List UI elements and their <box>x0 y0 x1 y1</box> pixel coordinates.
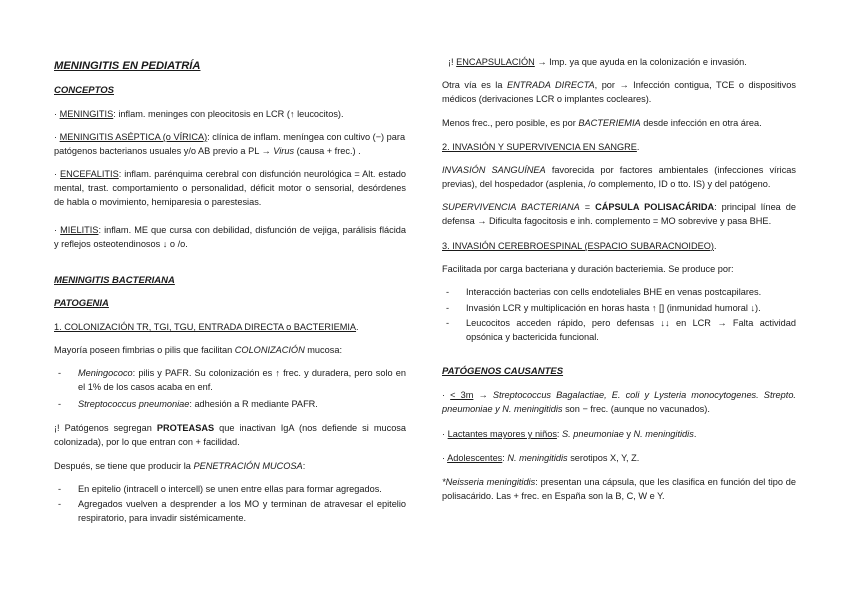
dash-bullet: - <box>58 368 62 378</box>
step-2-heading <box>442 141 796 155</box>
neisseria-spec: *Neisseria meningitidis <box>442 477 536 487</box>
dash-bullet: - <box>58 499 62 509</box>
term-aseptica: MENINGITIS ASÉPTICA (o VÍRICA) <box>59 132 208 142</box>
list-item <box>54 498 406 526</box>
document-title: MENINGITIS EN PEDIATRÍA <box>54 60 201 72</box>
list-item-text: : adhesión a R mediante PAFR. <box>189 399 318 409</box>
section-patogenia: PATOGENIA <box>54 298 109 309</box>
lactantes-text1: : <box>556 429 563 439</box>
p3m-arrow: → <box>473 390 493 400</box>
def-mielitis-text: : inflam. ME que cursa con debilidad, disfunción de vejiga, parálisis flácida y reflejos osteotendinosos ↓ o /o. <box>54 225 406 249</box>
bullet-dot: · <box>442 429 448 439</box>
encapsulacion-paragraph <box>448 56 796 70</box>
lactantes-spec2: N. meningitidis <box>633 429 694 439</box>
menos-bacteriemia: BACTERIEMIA <box>578 118 641 128</box>
step-2-period: . <box>636 142 640 152</box>
list-item <box>442 302 796 316</box>
bullet-dot: · <box>54 225 61 235</box>
list-item-name: Meningococo <box>78 368 133 378</box>
invasion-term: INVASIÓN SANGUÍNEA <box>442 165 546 175</box>
lactantes-spec: S. pneumoniae <box>562 429 624 439</box>
adolescentes-term: Adolescentes <box>447 453 503 463</box>
list-item-text: Agregados vuelven a desprender a los MO y terminan de atravesar el epitelio respiratorio, para invadir sistémicamente. <box>78 499 406 523</box>
section-meningitis-bacteriana: MENINGITIS BACTERIANA <box>54 275 175 286</box>
adolescentes-text2: serotipos X, Y, Z. <box>567 453 640 463</box>
patogenos-lactantes <box>442 428 796 442</box>
def-encefalitis-text: : inflam. parénquima cerebral con disfunción neurológica = Alt. estado mental, trast. comportamiento o personalidad, déficit motor o sensorial, desórdenes de habla o movimiento, hemiparesia o parestesias. <box>54 169 406 207</box>
bullet-dot: · <box>54 109 60 119</box>
dash-bullet: - <box>446 303 450 313</box>
bullet-dot: · <box>442 453 448 463</box>
dash-bullet: - <box>446 287 450 297</box>
menos-text1: Menos frec., pero posible, es por <box>442 118 579 128</box>
step-1-title: 1. COLONIZACIÓN TR, TGI, TGU, ENTRADA DIRECTA o BACTERIEMIA <box>54 322 357 332</box>
proteasas-paragraph <box>54 422 406 450</box>
dash-bullet: - <box>58 484 62 494</box>
list-item-text: Leucocitos acceden rápido, pero defensas ↓↓ en LCR → Falta actividad opsónica y bactericida funcional. <box>466 318 796 342</box>
list-item <box>54 483 406 497</box>
bullet-dot: · <box>54 169 61 179</box>
def-aseptica <box>54 131 406 159</box>
list-item <box>442 317 796 345</box>
step-3-title: 3. INVASIÓN CEREBROESPINAL (ESPACIO SUBARACNOIDEO) <box>442 241 714 251</box>
list-item-text: : pilis y PAFR. Su colonización es ↑ frec. y duradera, pero solo en el 1% de los casos acaba en enf. <box>78 368 406 392</box>
proteasas-bold: PROTEASAS <box>156 423 215 433</box>
mayoria-paragraph <box>54 344 406 358</box>
adolescentes-text1: : <box>502 453 508 463</box>
p3m-text2: son − frec. (aunque no vacunados). <box>562 403 710 414</box>
section-conceptos: CONCEPTOS <box>54 85 115 96</box>
def-meningitis-text: : inflam. meninges con pleocitosis en LCR (↑ leucocitos). <box>113 109 344 119</box>
lactantes-text3: . <box>693 429 697 439</box>
menos-text2: desde infección en otra área. <box>640 118 762 128</box>
despues-text2: : <box>302 461 306 471</box>
list-item-text: Interacción bacterias con cells endoteliales BHE en venas postcapilares. <box>466 287 762 297</box>
despues-penetracion: PENETRACIÓN MUCOSA <box>193 461 303 471</box>
mayoria-text1: Mayoría poseen fimbrias o pilis que facilitan <box>54 345 235 355</box>
invasion-sanguinea-paragraph <box>442 164 796 192</box>
step-1-period: . <box>356 322 359 332</box>
superv-text: : principal línea de defensa → Dificulta fagocitosis e inh. complemento = MO sobrevive y pasa BHE. <box>442 202 796 226</box>
dash-bullet: - <box>58 399 62 409</box>
list-item-text: Invasión LCR y multiplicación en horas hasta ↑ [] (inmunidad humoral ↓). <box>466 303 761 313</box>
neisseria-note <box>442 476 796 504</box>
bacteriemia-paragraph <box>442 117 796 131</box>
step-1-heading <box>54 321 406 335</box>
encap-text1: ¡! <box>448 57 457 67</box>
otra-entrada: ENTRADA DIRECTA <box>506 80 595 90</box>
otra-text1: Otra vía es la <box>442 80 507 90</box>
otra-text2: , por → Infección contigua, TCE o dispositivos médicos (derivaciones LCR o implantes cocleares). <box>442 80 796 104</box>
superv-eq: = <box>579 202 596 212</box>
def-aseptica-virus: Virus <box>273 145 295 156</box>
patogenos-adolescentes <box>442 452 796 466</box>
def-aseptica-text1: : clínica de inflam. meníngea con cultivo (−) para patógenos bacterianos usuales y/o AB previo a PL → <box>54 132 406 156</box>
step-3-period: . <box>713 241 717 251</box>
def-aseptica-text2: (causa + frec.) . <box>294 145 361 156</box>
mayoria-colonizacion: COLONIZACIÓN <box>234 345 305 355</box>
term-mielitis: MIELITIS <box>60 225 99 235</box>
list-item <box>442 286 796 300</box>
proteasas-text1: ¡! Patógenos segregan <box>54 423 157 433</box>
proteasas-text2: que inactivan IgA (nos defiende si mucosa colonizada), por lo que entran con + facilidad. <box>54 423 407 447</box>
encap-text2: → Imp. ya que ayuda en la colonización e invasión. <box>534 57 747 67</box>
def-mielitis <box>54 224 406 252</box>
despues-text1: Después, se tiene que producir la <box>54 461 194 471</box>
term-encefalitis: ENCEFALITIS <box>60 169 119 179</box>
neisseria-text: : presentan una cápsula, que les clasifica en función del tipo de polisacárido. Las + frec. en España son la B, C, W e Y. <box>442 477 796 501</box>
invasion-text: favorecida por factores ambientales (infecciones víricas previas), del hospedador (asplenia, /o complemento, ID o tto. IS) y del patógeno. <box>442 165 796 189</box>
patogenos-menores-3m <box>442 389 796 417</box>
superv-term: SUPERVIVENCIA BACTERIANA <box>442 202 580 212</box>
bullet-dot: · <box>54 132 60 142</box>
supervivencia-paragraph <box>442 201 796 229</box>
lactantes-text2: y <box>623 429 634 439</box>
mayoria-text2: mucosa: <box>304 345 342 355</box>
step-2-title: 2. INVASIÓN Y SUPERVIVENCIA EN SANGRE <box>442 142 637 152</box>
bullet-dot: · <box>442 390 451 400</box>
section-patogenos-causantes: PATÓGENOS CAUSANTES <box>442 366 564 377</box>
p3m-term: < 3m <box>450 390 474 400</box>
def-encefalitis <box>54 168 406 210</box>
list-item <box>54 367 406 395</box>
facilitada-paragraph: Facilitada por carga bacteriana y duración bacteriemia. Se produce por: <box>442 264 734 274</box>
list-item <box>54 398 406 412</box>
def-meningitis <box>54 108 406 122</box>
lactantes-term: Lactantes mayores y niños <box>447 429 557 439</box>
dash-bullet: - <box>446 318 450 328</box>
encap-term: ENCAPSULACIÓN <box>456 57 535 67</box>
despues-paragraph <box>54 460 406 474</box>
p3m-species: Streptococcus Bagalactiae, E. coli y Lysteria monocytogenes. Strepto. pneumoniae y N. meningitidis <box>442 390 796 414</box>
list-item-name: Streptococcus pneumoniae <box>78 399 190 409</box>
list-item-text: En epitelio (intracell o intercell) se unen entre ellas para formar agregados. <box>78 484 382 494</box>
adolescentes-spec: N. meningitidis <box>507 453 568 463</box>
term-meningitis: MENINGITIS <box>59 109 114 119</box>
entrada-directa-paragraph <box>442 79 796 107</box>
superv-bold: CÁPSULA POLISACÁRIDA <box>595 202 715 212</box>
step-3-heading <box>442 240 796 254</box>
